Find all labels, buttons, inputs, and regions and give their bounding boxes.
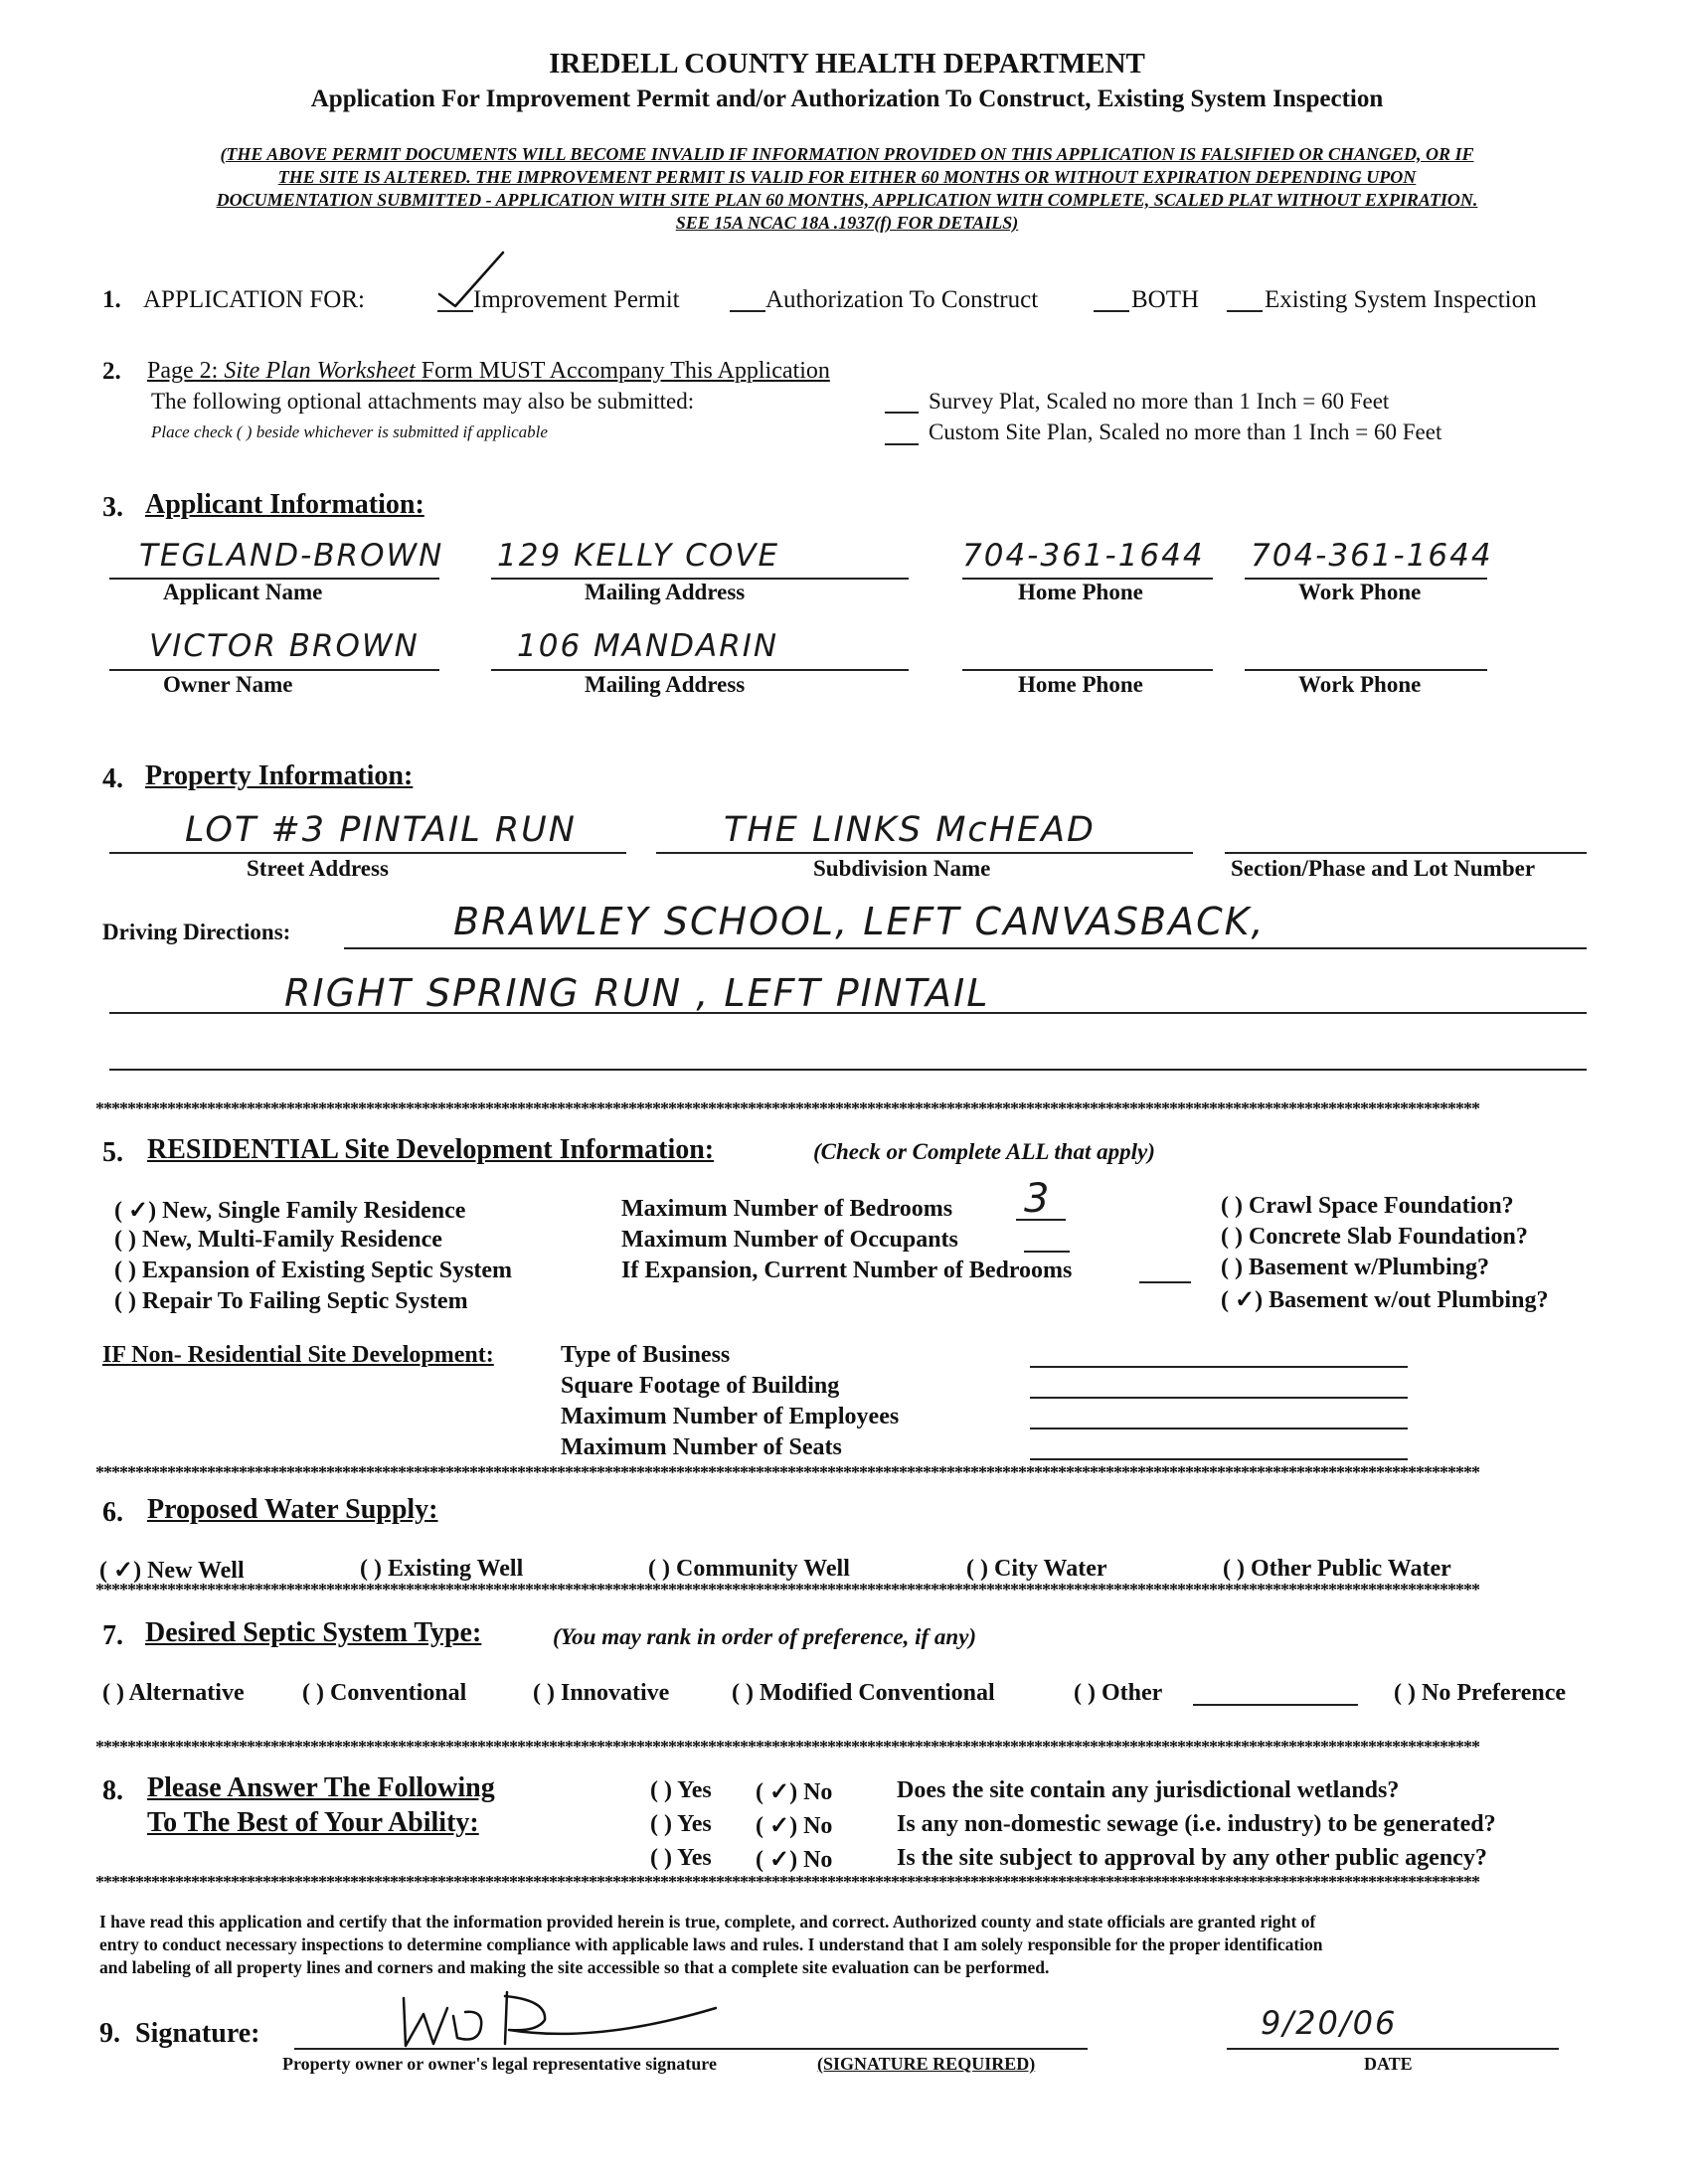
applicant-information-title: Applicant Information: [145,489,424,520]
modified-conventional-option[interactable]: ( ) Modified Conventional [732,1680,995,1706]
applicant-name-value[interactable]: TEGLAND-BROWN [139,538,444,574]
separator: ****************************************************************************************************************************************************************************** [95,1099,1479,1117]
driving-directions-line-2[interactable]: RIGHT SPRING RUN , LEFT PINTAIL [284,971,990,1015]
other-public-water-option[interactable]: ( ) Other Public Water [1223,1556,1451,1582]
section-8-title-1: Please Answer The Following [147,1772,495,1803]
applicant-address-value[interactable]: 129 KELLY COVE [497,538,780,574]
no-preference-option[interactable]: ( ) No Preference [1394,1680,1567,1706]
option-existing-system-inspection[interactable]: Existing System Inspection [1265,286,1537,313]
form-title: IREDELL COUNTY HEALTH DEPARTMENT [549,48,1145,80]
option-both[interactable]: BOTH [1131,286,1200,313]
form-subtitle: Application For Improvement Permit and/or Authorization To Construct, Existing System Inspection [310,85,1384,112]
sewage-yes[interactable]: ( ) Yes [650,1811,712,1837]
wetlands-yes[interactable]: ( ) Yes [650,1777,712,1803]
property-information-title: Property Information: [145,760,414,791]
section-2-number: 2. [102,358,121,385]
owner-name-label: Owner Name [163,672,293,697]
type-of-business-label: Type of Business [561,1342,731,1368]
concrete-slab-option[interactable]: ( ) Concrete Slab Foundation? [1221,1224,1528,1250]
notice-line: SEE 15A NCAC 18A .1937(f) FOR DETAILS) [675,213,1019,233]
section-4-number: 4. [102,763,123,794]
max-occupants-label: Maximum Number of Occupants [621,1227,958,1253]
certification-line: and labeling of all property lines and corners and making the site accessible so that a complete site evaluation can be performed. [99,1957,1050,1977]
home-phone-label: Home Phone [1018,580,1143,604]
signature-caption: Property owner or owner's legal representative signature [282,2054,717,2074]
application-for-label: APPLICATION FOR: [143,286,365,313]
sewage-no[interactable]: ( ✓) No [756,1813,833,1839]
signature-required-note: (SIGNATURE REQUIRED) [817,2054,1036,2074]
existing-well-option[interactable]: ( ) Existing Well [360,1556,524,1582]
optional-attachments-text: The following optional attachments may also be submitted: [151,389,695,414]
custom-site-plan-option[interactable]: Custom Site Plan, Scaled no more than 1 Inch = 60 Feet [929,420,1442,444]
city-water-option[interactable]: ( ) City Water [966,1556,1107,1582]
survey-plat-option[interactable]: Survey Plat, Scaled no more than 1 Inch = 60 Feet [929,389,1390,414]
community-well-option[interactable]: ( ) Community Well [648,1556,850,1582]
agency-no[interactable]: ( ✓) No [756,1847,833,1873]
septic-type-note: (You may rank in order of preference, if any) [553,1624,977,1649]
agency-yes[interactable]: ( ) Yes [650,1845,712,1871]
certification-line: I have read this application and certify that the information provided herein is true, complete, and correct. Authorized county and state officials are granted right of [99,1912,1316,1932]
wetlands-question: Does the site contain any jurisdictional wetlands? [897,1777,1400,1803]
conventional-option[interactable]: ( ) Conventional [302,1680,467,1706]
signature-label: Signature: [135,2018,260,2049]
notice-line: (THE ABOVE PERMIT DOCUMENTS WILL BECOME INVALID IF INFORMATION PROVIDED ON THIS APPLICATION IS FALSIFIED OR CHANGED, OR IF [220,144,1474,164]
max-bedrooms-value[interactable]: 3 [1024,1176,1052,1222]
max-bedrooms-label: Maximum Number of Bedrooms [621,1196,953,1222]
owner-name-value[interactable]: VICTOR BROWN [149,628,420,664]
owner-home-phone-label: Home Phone [1018,672,1143,697]
applicant-name-label: Applicant Name [163,580,323,604]
separator: ****************************************************************************************************************************************************************************** [95,1463,1479,1481]
place-check-note: Place check ( ) beside whichever is submitted if applicable [151,422,548,441]
section-5-number: 5. [102,1137,123,1168]
certification-line: entry to conduct necessary inspections to determine compliance with applicable laws and rules. I understand that I am solely responsible for the proper identification [99,1934,1323,1954]
repair-septic-option[interactable]: ( ) Repair To Failing Septic System [114,1288,468,1314]
separator: ****************************************************************************************************************************************************************************** [95,1873,1479,1891]
notice-line: THE SITE IS ALTERED. THE IMPROVEMENT PERMIT IS VALID FOR EITHER 60 MONTHS OR WITHOUT EXPIRATION DEPENDING UPON [277,167,1417,187]
expansion-bedrooms-label: If Expansion, Current Number of Bedrooms [621,1258,1073,1283]
title-rest: Form MUST Accompany This Application [421,358,830,384]
driving-directions-line-1[interactable]: BRAWLEY SCHOOL, LEFT CANVASBACK, [453,900,1266,943]
basement-with-plumbing-option[interactable]: ( ) Basement w/Plumbing? [1221,1255,1489,1280]
section-1-number: 1. [102,286,121,313]
street-address-value[interactable]: LOT #3 PINTAIL RUN [185,810,577,850]
section-6-number: 6. [102,1497,123,1528]
section-3-number: 3. [102,492,123,523]
max-seats-label: Maximum Number of Seats [561,1434,842,1460]
applicant-work-phone-value[interactable]: 704-361-1644 [1251,538,1493,574]
driving-directions-label: Driving Directions: [102,920,291,944]
owner-address-value[interactable]: 106 MANDARIN [517,628,779,664]
other-option[interactable]: ( ) Other [1074,1680,1163,1706]
expansion-septic-option[interactable]: ( ) Expansion of Existing Septic System [114,1258,513,1283]
section-9-number: 9. [99,2018,120,2049]
new-single-family-option[interactable]: ( ✓) New, Single Family Residence [114,1198,466,1224]
date-label: DATE [1364,2054,1413,2074]
street-address-label: Street Address [247,856,389,881]
applicant-home-phone-value[interactable]: 704-361-1644 [962,538,1205,574]
title-form: Site Plan Worksheet [224,358,416,384]
new-well-option[interactable]: ( ✓) New Well [99,1558,245,1584]
separator: ****************************************************************************************************************************************************************************** [95,1581,1479,1598]
subdivision-name-value[interactable]: THE LINKS McHEAD [724,810,1097,850]
alternative-option[interactable]: ( ) Alternative [102,1680,245,1706]
basement-without-plumbing-option[interactable]: ( ✓) Basement w/out Plumbing? [1221,1287,1549,1313]
title-page: Page 2: [147,358,219,384]
residential-note: (Check or Complete ALL that apply) [813,1139,1155,1164]
signature-mark[interactable] [398,1986,726,2056]
water-supply-title: Proposed Water Supply: [147,1494,438,1525]
innovative-option[interactable]: ( ) Innovative [533,1680,670,1706]
section-8-number: 8. [102,1775,123,1806]
new-multi-family-option[interactable]: ( ) New, Multi-Family Residence [114,1227,442,1253]
wetlands-no[interactable]: ( ✓) No [756,1779,833,1805]
date-value[interactable]: 9/20/06 [1261,2004,1398,2042]
section-phase-lot-label: Section/Phase and Lot Number [1231,856,1536,881]
crawl-space-option[interactable]: ( ) Crawl Space Foundation? [1221,1193,1514,1219]
option-improvement-permit[interactable]: Improvement Permit [473,286,680,313]
owner-work-phone-label: Work Phone [1298,672,1422,697]
option-authorization-to-construct[interactable]: Authorization To Construct [765,286,1039,313]
work-phone-label: Work Phone [1298,580,1422,604]
sewage-question: Is any non-domestic sewage (i.e. industry) to be generated? [897,1811,1496,1837]
non-residential-label: IF Non- Residential Site Development: [102,1342,494,1368]
septic-type-title: Desired Septic System Type: [145,1617,482,1648]
subdivision-name-label: Subdivision Name [813,856,991,881]
square-footage-label: Square Footage of Building [561,1373,840,1399]
mailing-address-label: Mailing Address [585,580,746,604]
separator: ****************************************************************************************************************************************************************************** [95,1738,1479,1756]
residential-title: RESIDENTIAL Site Development Information: [147,1134,715,1165]
notice-line: DOCUMENTATION SUBMITTED - APPLICATION WITH SITE PLAN 60 MONTHS, APPLICATION WITH COMPLETE, SCALED PLAT WITHOUT EXPIRATION. [216,190,1478,210]
section-7-number: 7. [102,1620,123,1651]
max-employees-label: Maximum Number of Employees [561,1404,900,1429]
section-2-title [147,358,830,385]
agency-question: Is the site subject to approval by any other public agency? [897,1845,1487,1871]
section-8-title-2: To The Best of Your Ability: [147,1807,479,1838]
owner-mailing-address-label: Mailing Address [585,672,746,697]
